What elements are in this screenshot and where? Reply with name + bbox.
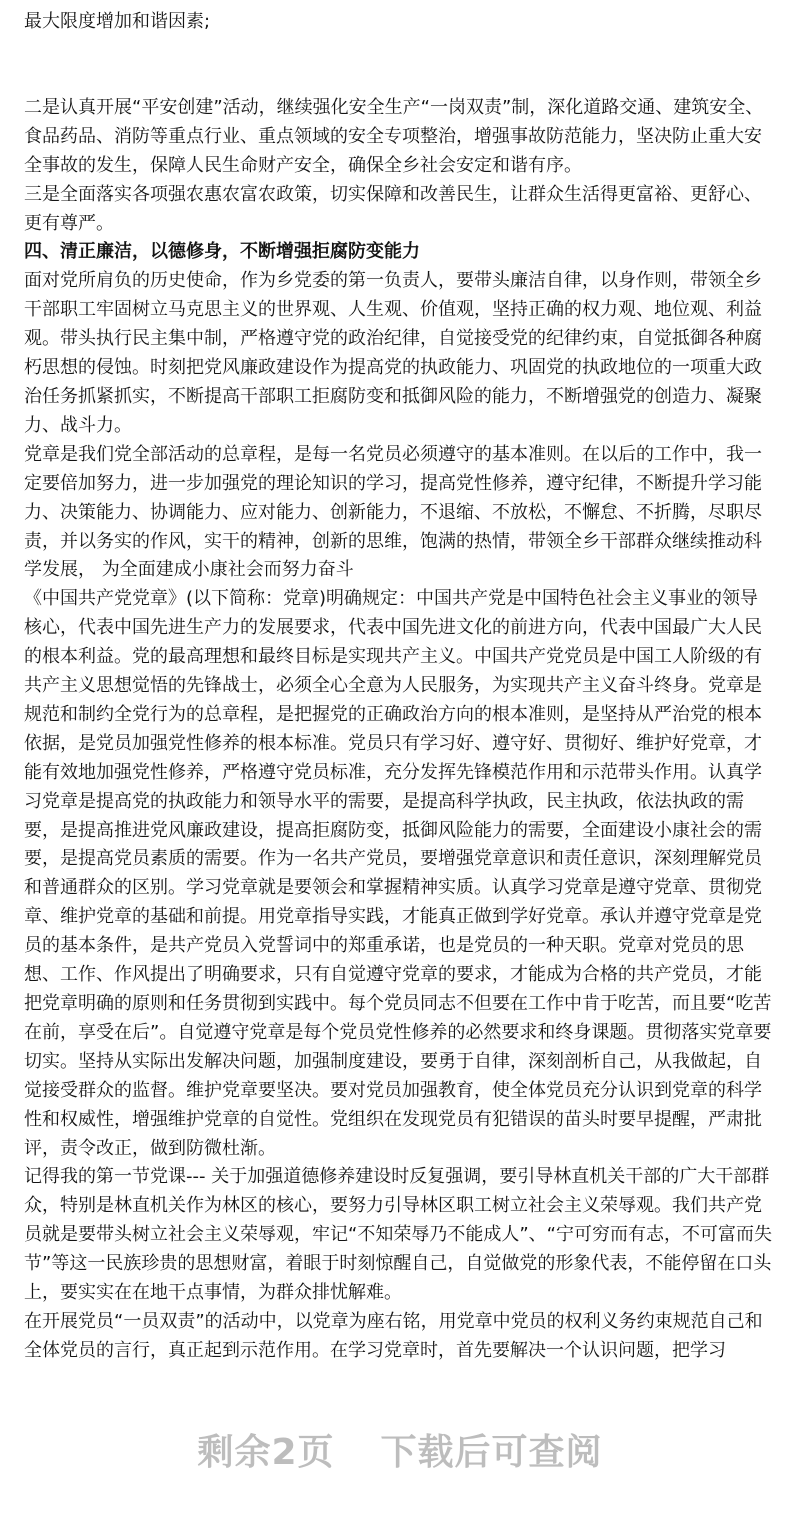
paragraph: 《中国共产党党章》(以下简称：党章)明确规定：中国共产党是中国特色社会主义事业的领导核心，代表中国先进生产力的发展要求，代表中国先进文化的前进方向，代表中国最广大人民的根本利益。党的最高理想和最终目标是实现共产主义。中国共产党党员是中国工人阶级的有共产主义思想觉悟的先锋战士，必须全心全意为人民服务，为实现共产主义奋斗终身。党章是规范和制约全党行为的总章程，是把握党的正确政治方向的根本准则，是坚持从严治党的根本依据，是党员加强党性修养的根本标准。党员只有学习好、遵守好、贯彻好、维护好党章，才能有效地加强党性修养，严格遵守党员标准，充分发挥先锋模范作用和示范带头作用。认真学习党章是提高党的执政能力和领导水平的需要，是提高科学执政，民主执政，依法执政的需要，是提高推进党风廉政建设，提高拒腐防变，抵御风险能力的需要，全面建设小康社会的需要，是提高党员素质的需要。作为一名共产党员，要增强党章意识和责任意识，深刻理解党员和普通群众的区别。学习党章就是要领会和掌握精神实质。认真学习党章是遵守党章、贯彻党章、维护党章的基础和前提。用党章指导实践，才能真正做到学好党章。承认并遵守党章是党员的基本条件，是共产党员入党誓词中的郑重承诺，也是党员的一种天职。党章对党员的思想、工作、作风提出了明确要求，只有自觉遵守党章的要求，才能成为合格的共产党员，才能把党章明确的原则和任务贯彻到实践中。每个党员同志不但要在工作中肯于吃苦，而且要“吃苦在前，享受在后”。自觉遵守党章是每个党员党性修养的必然要求和终身课题。贯彻落实党章要切实。坚持从实际出发解决问题，加强制度建设，要勇于自律，深刻剖析自己，从我做起，自觉接受群众的监督。维护党章要坚决。要对党员加强教育，使全体党员充分认识到党章的科学性和权威性，增强维护党章的自觉性。党组织在发现党员有犯错误的苗头时要早提醒，严肃批评，责令改正，做到防微杜渐。	[24, 588, 772, 1159]
paragraph: 二是认真开展“平安创建”活动，继续强化安全生产“一岗双责”制，深化道路交通、建筑安全、食品药品、消防等重点行业、重点领域的安全专项整治，增强事故防范能力，坚决防止重大安全事故的发生，保障人民生命财产安全，确保全乡社会安定和谐有序。	[24, 96, 764, 176]
download-prompt-label[interactable]: 下载后可查阅	[380, 1432, 603, 1473]
paragraph: 面对党所肩负的历史使命，作为乡党委的第一负责人，要带头廉洁自律，以身作则，带领全乡干部职工牢固树立马克思主义的世界观、人生观、价值观，坚持正确的权力观、地位观、利益观。带头执行民主集中制，严格遵守党的政治纪律，自觉接受党的纪律约束，自觉抵御各种腐朽思想的侵蚀。时刻把党风廉政建设作为提高党的执政能力、巩固党的执政地位的一项重大政治任务抓紧抓实，不断提高干部职工拒腐防变和抵御风险的能力，不断增强党的创造力、凝聚力、战斗力。	[24, 270, 762, 436]
paragraph: 记得我的第一节党课--- 关于加强道德修养建设时反复强调，要引导林直机关干部的广大干部群众，特别是林直机关作为林区的核心，要努力引导林区职工树立社会主义荣辱观。我们共产党员就是要带头树立社会主义荣辱观，牢记“不知荣辱乃不能成人”、“宁可穷而有志，不可富而失节”等这一民族珍贵的思想财富，着眼于时刻惊醒自己，自觉做党的形象代表，不能停留在口头上，要实实在在地干点事情，为群众排忧解难。	[24, 1166, 772, 1304]
document-body	[24, 8, 776, 1366]
paragraph: 党章是我们党全部活动的总章程，是每一名党员必须遵守的基本准则。在以后的工作中，我一定要倍加努力，进一步加强党的理论知识的学习，提高党性修养，遵守纪律，不断提升学习能力、决策能力、协调能力、应对能力、创新能力，不退缩、不放松，不懈怠、不折腾，尽职尽责，并以务实的作风，实干的精神，创新的思维，饱满的热情，带领全乡干部群众继续推动科学发展， 为全面建成小康社会而努力奋斗	[24, 443, 762, 581]
remaining-pages-label: 剩余2页	[197, 1432, 335, 1473]
paragraph-gap	[24, 37, 776, 94]
paragraph-top-line: 最大限度增加和谐因素;	[24, 11, 211, 32]
section-heading: 四、清正廉洁，以德修身，不断增强拒腐防变能力	[24, 241, 420, 263]
download-banner[interactable]	[0, 1424, 800, 1475]
paragraph: 在开展党员“一员双责”的活动中，以党章为座右铭，用党章中党员的权利义务约束规范自己和全体党员的言行，真正起到示范作用。在学习党章时，首先要解决一个认识问题，把学习	[24, 1310, 763, 1361]
paragraph: 三是全面落实各项强农惠农富农政策，切实保障和改善民生，让群众生活得更富裕、更舒心、更有尊严。	[24, 183, 762, 234]
